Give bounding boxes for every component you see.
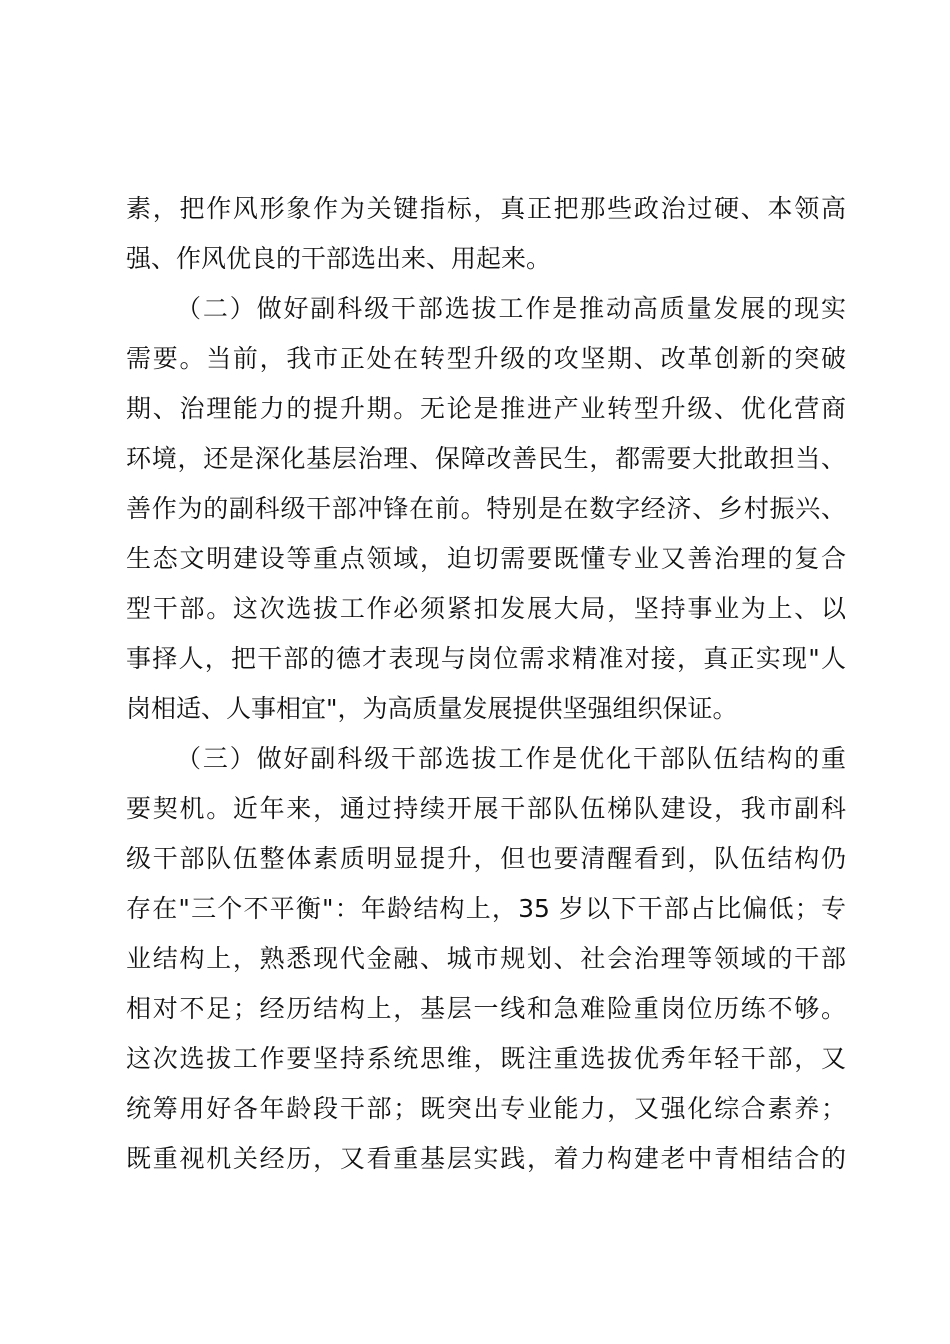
paragraph-line: 既重视机关经历，又看重基层实践，着力构建老中青相结合的 [126,1144,846,1173]
paragraph-line: 需要。当前，我市正处在转型升级的攻坚期、改革创新的突破 [126,344,846,373]
paragraph-3 [126,734,846,1184]
paragraph-line: 期、治理能力的提升期。无论是推进产业转型升级、优化营商 [126,394,846,423]
paragraph-1 [126,184,846,284]
paragraph-line: 级干部队伍整体素质明显提升，但也要清醒看到，队伍结构仍 [126,844,846,873]
paragraph-line: （三）做好副科级干部选拔工作是优化干部队伍结构的重 [176,744,846,773]
paragraph-line: 岗相适、人事相宜"，为高质量发展提供坚强组织保证。 [126,694,738,723]
paragraph-line: 强、作风优良的干部选出来、用起来。 [126,244,552,273]
paragraph-line: 相对不足；经历结构上，基层一线和急难险重岗位历练不够。 [126,994,846,1023]
paragraph-line: （二）做好副科级干部选拔工作是推动高质量发展的现实 [176,294,846,323]
paragraph-line: 型干部。这次选拔工作必须紧扣发展大局，坚持事业为上、以 [126,594,846,623]
paragraph-line: 素，把作风形象作为关键指标，真正把那些政治过硬、本领高 [126,194,846,223]
paragraph-line: 生态文明建设等重点领域，迫切需要既懂专业又善治理的复合 [126,544,846,573]
paragraph-line: 善作为的副科级干部冲锋在前。特别是在数字经济、乡村振兴、 [126,494,846,523]
paragraph-line: 这次选拔工作要坚持系统思维，既注重选拔优秀年轻干部，又 [126,1044,846,1073]
paragraph-line: 环境，还是深化基层治理、保障改善民生，都需要大批敢担当、 [126,444,846,473]
paragraph-2 [126,284,846,734]
paragraph-line: 统筹用好各年龄段干部；既突出专业能力，又强化综合素养； [126,1094,846,1123]
paragraph-line: 要契机。近年来，通过持续开展干部队伍梯队建设，我市副科 [126,794,846,823]
document-body [126,184,846,1184]
paragraph-line: 事择人，把干部的德才表现与岗位需求精准对接，真正实现"人 [126,644,846,673]
paragraph-line: 存在"三个不平衡"：年龄结构上，35 岁以下干部占比偏低；专 [126,894,846,923]
paragraph-line: 业结构上，熟悉现代金融、城市规划、社会治理等领域的干部 [126,944,846,973]
